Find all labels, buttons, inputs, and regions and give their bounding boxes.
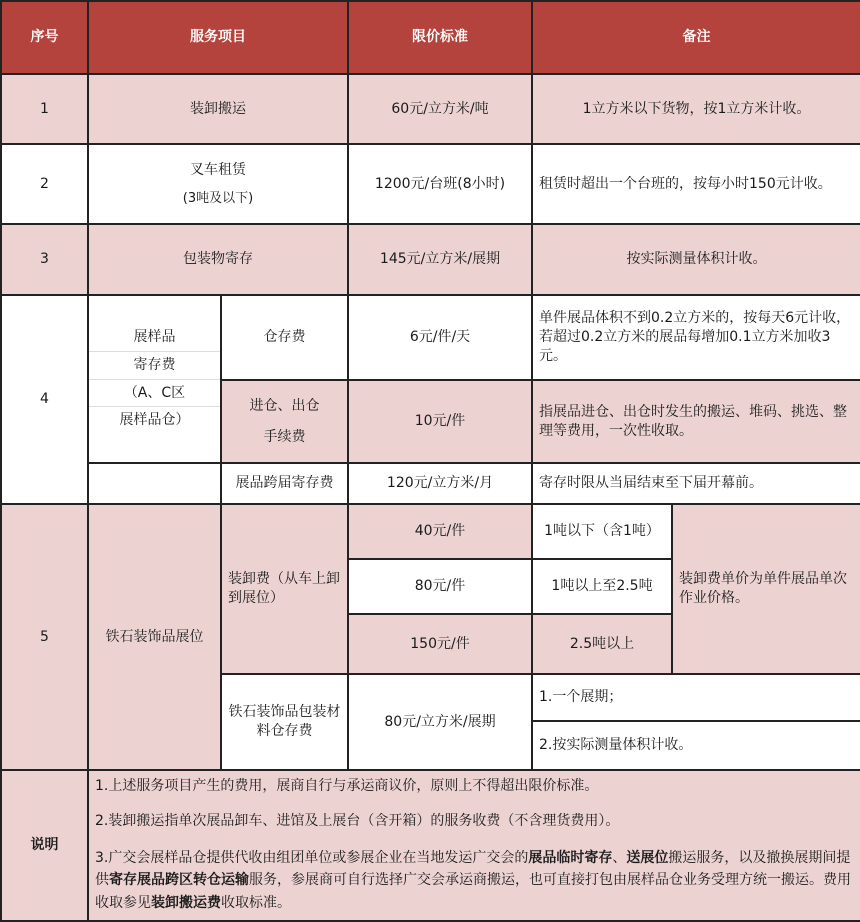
remark: 寄存时限从当届结束至下届开幕前。 [532, 463, 860, 504]
group-tail [88, 463, 221, 504]
group-line: （A、C区 [89, 379, 220, 407]
group-line: 展样品仓） [89, 406, 220, 434]
price-limit: 145元/立方米/展期 [348, 224, 532, 295]
remark: 装卸费单价为单件展品单次作业价格。 [672, 504, 860, 674]
note-2: 2.装卸搬运指单次展品卸车、进馆及上展台（含开箱）的服务收费（不含理货费用）。 [95, 812, 620, 829]
weight-range: 2.5吨以上 [532, 614, 672, 674]
remark: 1立方米以下货物，按1立方米计收。 [532, 74, 860, 144]
price-limit: 40元/件 [348, 504, 532, 559]
row-no: 5 [1, 504, 88, 770]
price-limit: 80元/件 [348, 559, 532, 614]
service-subitem: 铁石装饰品包装材料仓存费 [221, 674, 348, 770]
service-name-line: 手续费 [263, 428, 306, 445]
price-limit: 1200元/台班(8小时) [348, 144, 532, 224]
notes-row [1, 770, 860, 921]
table-row [1, 504, 860, 559]
service-name-main: 叉车租赁 [190, 161, 246, 178]
note-1: 1.上述服务项目产生的费用，展商自行与承运商议价，原则上不得超出限价标准。 [95, 778, 599, 794]
price-limit: 60元/立方米/吨 [348, 74, 532, 144]
remark: 2.按实际测量体积计收。 [532, 721, 860, 770]
price-limit: 80元/立方米/展期 [348, 674, 532, 770]
group-line: 展样品 [133, 328, 176, 345]
table-row [1, 295, 860, 380]
header-no: 序号 [1, 1, 88, 74]
service-name: 仓存费 [221, 295, 348, 380]
row-no: 4 [1, 295, 88, 504]
service-name [88, 144, 348, 224]
service-name: 装卸搬运 [88, 74, 348, 144]
table-row [1, 224, 860, 295]
service-subitem: 装卸费（从车上卸到展位） [221, 504, 348, 674]
service-group [88, 295, 221, 463]
header-price: 限价标准 [348, 1, 532, 74]
remark: 单件展品体积不到0.2立方米的，按每天6元计收，若超过0.2立方米的展品每增加0.1立方米加收3元。 [532, 295, 860, 380]
row-no: 1 [1, 74, 88, 144]
price-limit: 6元/件/天 [348, 295, 532, 380]
service-name-line: 进仓、出仓 [249, 397, 320, 414]
table-row [1, 74, 860, 144]
row-no: 2 [1, 144, 88, 224]
weight-range: 1吨以上至2.5吨 [532, 559, 672, 614]
service-name: 展品跨届寄存费 [221, 463, 348, 504]
table-row [1, 463, 860, 504]
price-limit: 150元/件 [348, 614, 532, 674]
table-row [1, 144, 860, 224]
notes-content [88, 770, 860, 921]
service-name: 铁石装饰品展位 [88, 504, 221, 770]
header-service: 服务项目 [88, 1, 348, 74]
price-limit: 120元/立方米/月 [348, 463, 532, 504]
remark: 按实际测量体积计收。 [532, 224, 860, 295]
remark: 租赁时超出一个台班的，按每小时150元计收。 [532, 144, 860, 224]
service-name: 包装物寄存 [88, 224, 348, 295]
row-no: 3 [1, 224, 88, 295]
remark: 指展品进仓、出仓时发生的搬运、堆码、挑选、整理等费用，一次性收取。 [532, 380, 860, 463]
price-limit: 10元/件 [348, 380, 532, 463]
note-3: 3.广交会展样品仓提供代收由组团单位或参展企业在当地发运广交会的展品临时寄存、送展位搬运服务，以及撤换展期间提供寄存展品跨区转仓运输服务，参展商可自行选择广交会承运商搬运，也可直接打包由展样品仓业务受理方统一搬运。费用收取参见装卸搬运费收取标准。 [95, 849, 851, 911]
notes-label: 说明 [1, 770, 88, 921]
group-line: 寄存费 [89, 351, 220, 379]
weight-range: 1吨以下（含1吨） [532, 504, 672, 559]
service-name [221, 380, 348, 463]
header-remark: 备注 [532, 1, 860, 74]
remark: 1.一个展期； [532, 674, 860, 721]
service-name-sub: (3吨及以下) [182, 190, 254, 206]
table-header-row [1, 1, 860, 74]
